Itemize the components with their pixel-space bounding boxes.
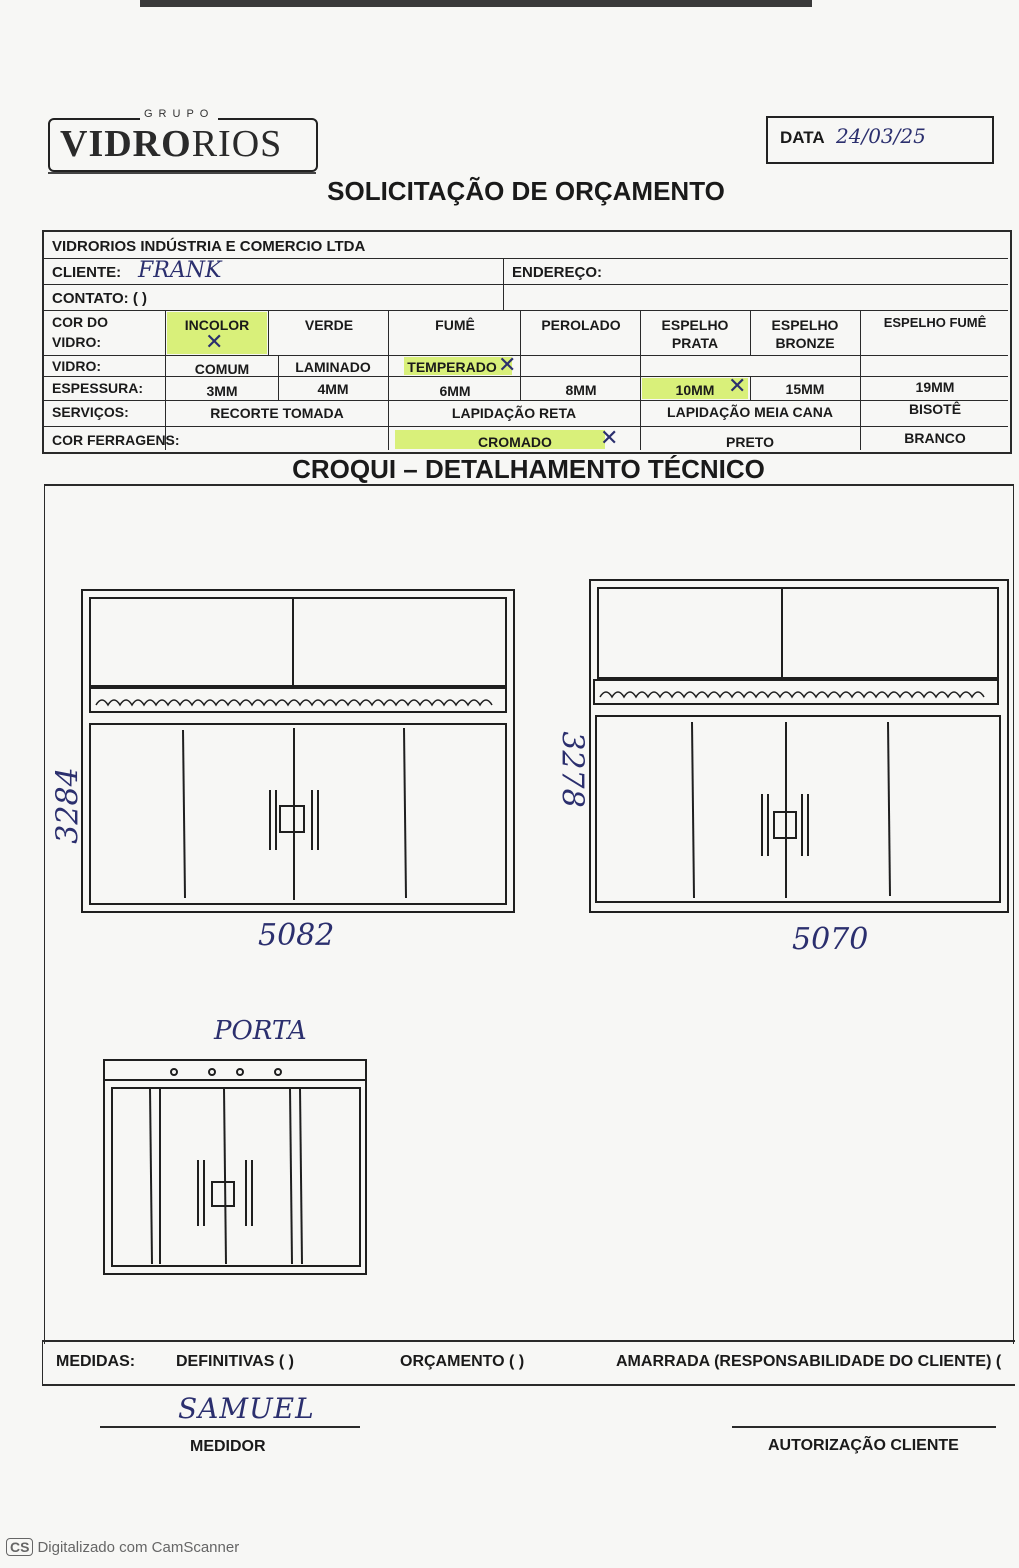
right-cabinet-drawing [590,580,1008,912]
logo-grupo-text: GRUPO [140,108,218,120]
autorizacao-label: AUTORIZAÇÃO CLIENTE [768,1437,959,1454]
right-height-dimension: 3278 [554,731,590,808]
date-label: DATA [780,128,825,147]
10mm-check-mark: ✕ [728,374,747,399]
client-label: CLIENTE: [52,264,122,281]
option-temperado[interactable]: TEMPERADO [407,359,497,375]
option-verde[interactable]: VERDE [304,317,354,333]
option-espelho-bronze[interactable]: ESPELHO BRONZE [771,317,839,351]
option-19mm[interactable]: 19MM [915,379,955,395]
client-signature-line [732,1426,996,1428]
option-branco[interactable]: BRANCO [904,430,966,446]
scanner-text: Digitalizado com CamScanner [37,1539,240,1556]
page-title: SOLICITAÇÃO DE ORÇAMENTO [327,176,725,206]
option-4mm[interactable]: 4MM [317,381,349,397]
right-width-dimension: 5070 [792,922,869,957]
option-cromado[interactable]: CROMADO [478,434,552,450]
orcamento-option[interactable]: ORÇAMENTO ( ) [400,1353,525,1370]
option-10mm[interactable]: 10MM [675,382,715,398]
contact-label: CONTATO: ( ) [52,290,147,307]
left-width-dimension: 5082 [258,918,335,953]
incolor-check-mark: ✕ [205,330,224,355]
medidor-signature-line [100,1426,360,1428]
vidro-label: VIDRO: [52,358,101,374]
cromado-check-mark: ✕ [600,426,619,451]
option-8mm[interactable]: 8MM [565,382,597,398]
option-fume[interactable]: FUMÊ [435,317,475,333]
date-value: 24/03/25 [836,124,926,148]
medidas-label: MEDIDAS: [56,1353,136,1370]
logo-name-bold: VIDRO [60,123,192,165]
definitivas-option[interactable]: DEFINITIVAS ( ) [176,1353,294,1370]
option-lapidacao-reta[interactable]: LAPIDAÇÃO RETA [451,405,577,421]
ferragens-label: COR FERRAGENS: [52,432,180,448]
option-perolado[interactable]: PEROLADO [541,317,621,333]
option-incolor[interactable]: INCOLOR [184,317,250,333]
option-lapidacao-meia-cana[interactable]: LAPIDAÇÃO MEIA CANA [667,404,833,420]
cor-vidro-label-2: VIDRO: [52,334,101,350]
address-label: ENDEREÇO: [512,264,603,281]
medidor-signature: SAMUEL [178,1392,315,1425]
option-comum[interactable]: COMUM [194,361,250,377]
option-bisote[interactable]: BISOTÊ [908,401,962,417]
cor-vidro-label-1: COR DO [52,314,108,330]
temperado-check-mark: ✕ [498,353,517,378]
option-laminado[interactable]: LAMINADO [295,359,371,375]
logo-name-thin: RIOS [191,123,283,165]
door-drawing [104,1060,366,1274]
option-preto[interactable]: PRETO [726,434,774,450]
amarrada-option[interactable]: AMARRADA (RESPONSABILIDADE DO CLIENTE) ( [616,1353,1002,1370]
scanner-badge: CS [6,1538,33,1556]
door-label: PORTA [214,1016,307,1046]
scanner-watermark [6,1538,239,1556]
company-name: VIDRORIOS INDÚSTRIA E COMERCIO LTDA [52,238,366,255]
client-value: FRANK [138,258,222,283]
left-cabinet-drawing [82,590,514,912]
medidor-label: MEDIDOR [190,1438,266,1455]
option-recorte-tomada[interactable]: RECORTE TOMADA [210,405,344,421]
option-espelho-prata[interactable]: ESPELHO PRATA [661,317,729,351]
croqui-title: CROQUI – DETALHAMENTO TÉCNICO [292,454,765,484]
option-6mm[interactable]: 6MM [439,383,471,399]
espessura-label: ESPESSURA: [52,380,144,396]
option-3mm[interactable]: 3MM [206,383,238,399]
servicos-label: SERVIÇOS: [52,404,129,420]
option-espelho-fume[interactable]: ESPELHO FUMÊ [883,315,987,330]
left-height-dimension: 3284 [50,767,86,844]
option-15mm[interactable]: 15MM [785,381,825,397]
